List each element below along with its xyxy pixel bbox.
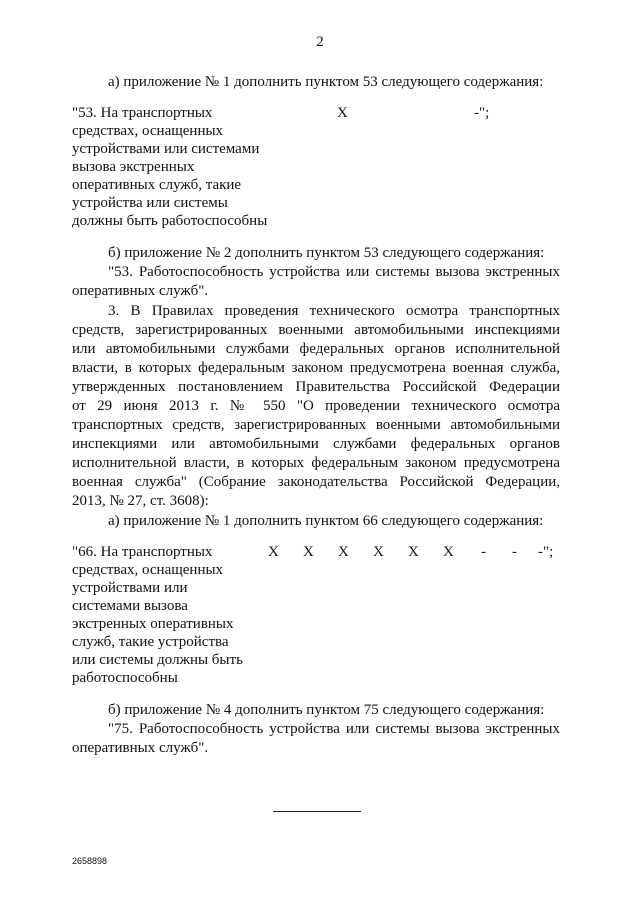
table1-mark-x: Х: [337, 105, 348, 121]
paragraph-3-line-3: или автомобильными службами федеральных органов исполнительной: [72, 341, 560, 357]
page-number: 2: [316, 34, 324, 50]
paragraph-3-line-5: утвержденных постановлением Правительства Российской Федерации: [72, 379, 560, 395]
paragraph-3-line-9: исполнительной власти, в которых федеральным законом предусмотрена: [72, 455, 560, 471]
table2-mark-1: Х: [268, 544, 279, 560]
table2-mark-7: -: [481, 544, 486, 560]
paragraph-b-annex-4: б) приложение № 4 дополнить пунктом 75 следующего содержания:: [108, 702, 545, 718]
paragraph-3-line-1: 3. В Правилах проведения технического осмотра транспортных: [108, 303, 560, 319]
table1-row-text: "53. На транспортных средствах, оснащенных устройствами или системами вызова экстренных оперативных служб, такие устройства или системы должны быть работоспособны: [72, 105, 268, 229]
paragraph-3-line-6: от 29 июня 2013 г. № 550 "О проведении технического осмотра: [72, 398, 560, 414]
table2-mark-6: Х: [443, 544, 454, 560]
table2-mark-2: Х: [303, 544, 314, 560]
paragraph-75-line-2: оперативных служб".: [72, 740, 209, 756]
table2-mark-9: -";: [538, 544, 554, 560]
document-code: 2658898: [72, 856, 108, 866]
paragraph-3-line-11: 2013, № 27, ст. 3608):: [72, 493, 209, 509]
paragraph-75-line-1: "75. Работоспособность устройства или системы вызова экстренных: [108, 721, 560, 737]
paragraph-53-line-1: "53. Работоспособность устройства или системы вызова экстренных: [108, 264, 560, 280]
table2-mark-4: Х: [373, 544, 384, 560]
paragraph-b-annex-2: б) приложение № 2 дополнить пунктом 53 следующего содержания:: [108, 245, 545, 261]
paragraph-53-line-2: оперативных служб".: [72, 283, 209, 299]
table2-mark-8: -: [512, 544, 517, 560]
table2-mark-3: Х: [338, 544, 349, 560]
table2-row-text: "66. На транспортных средствах, оснащенных устройствами или системами вызова экстренных оперативных служб, такие устройства или системы должны быть работоспособны: [72, 544, 243, 686]
paragraph-3-line-7: транспортных средств, зарегистрированных военными автомобильными: [72, 417, 560, 433]
paragraph-a-annex-1: а) приложение № 1 дополнить пунктом 53 следующего содержания:: [108, 74, 544, 90]
table2-mark-5: Х: [408, 544, 419, 560]
paragraph-3-line-4: власти, в которых федеральным законом предусмотрена военная служба,: [72, 360, 560, 376]
table1-mark-end: -";: [474, 105, 490, 121]
paragraph-3-line-2: средств, зарегистрированных военными автомобильными инспекциями: [72, 322, 560, 338]
paragraph-3-line-10: военная служба" (Собрание законодательства Российской Федерации,: [72, 474, 560, 490]
paragraph-3-line-8: инспекциями или автомобильными службами федеральных органов: [72, 436, 560, 452]
paragraph-a-annex-1-item-66: а) приложение № 1 дополнить пунктом 66 следующего содержания:: [108, 513, 544, 529]
closing-rule: [273, 811, 361, 812]
